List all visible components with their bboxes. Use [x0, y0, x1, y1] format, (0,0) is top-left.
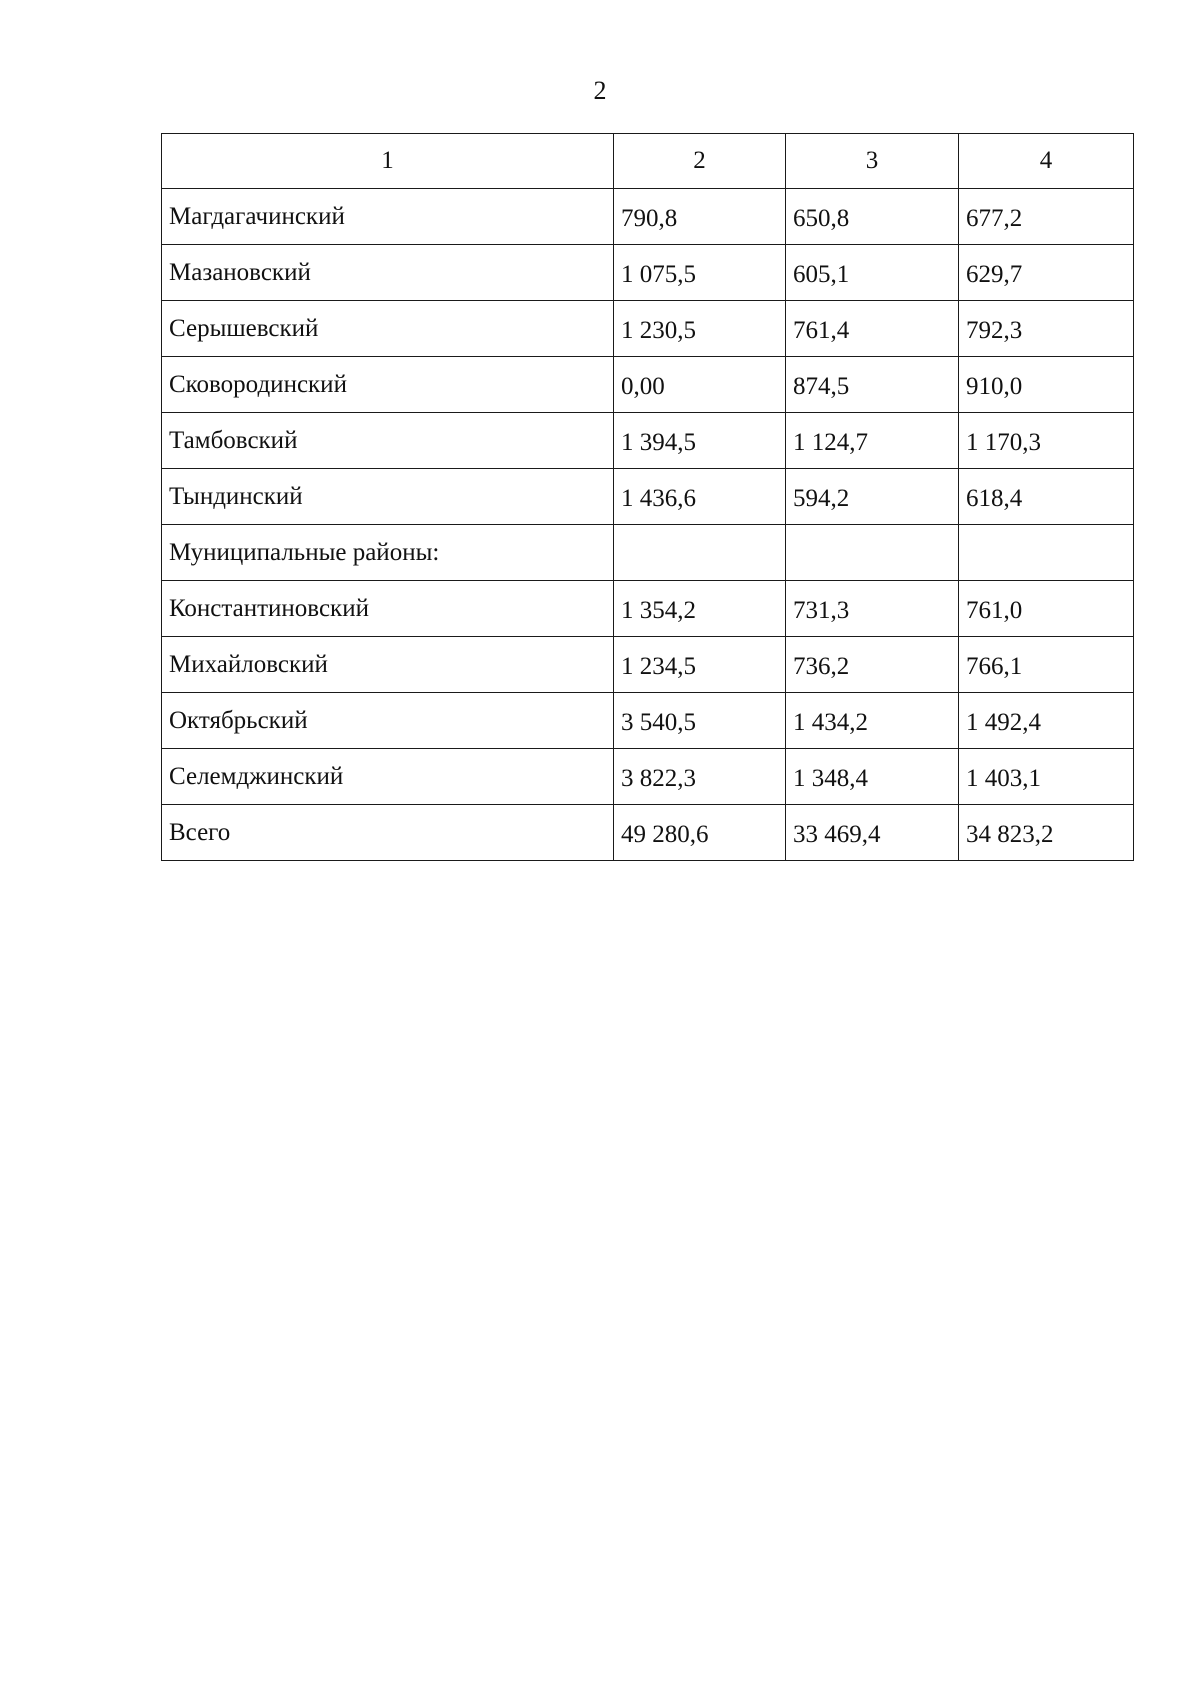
value-cell-col2: 0,00 [614, 357, 786, 413]
table-header-row [162, 134, 1134, 189]
data-table [161, 133, 1134, 861]
value-cell-col4: 1 492,4 [959, 693, 1134, 749]
district-name-cell: Селемджинский [162, 749, 614, 805]
value-cell-col4: 766,1 [959, 637, 1134, 693]
table-row [162, 189, 1134, 245]
table-row [162, 637, 1134, 693]
table-row [162, 693, 1134, 749]
total-value-col3: 33 469,4 [786, 805, 959, 861]
value-cell-col3: 1 124,7 [786, 413, 959, 469]
district-name-cell: Сковородинский [162, 357, 614, 413]
value-cell-col2: 1 234,5 [614, 637, 786, 693]
value-cell-col2: 1 354,2 [614, 581, 786, 637]
column-header: 2 [614, 134, 786, 189]
value-cell-col3: 1 434,2 [786, 693, 959, 749]
value-cell-col2: 3 822,3 [614, 749, 786, 805]
value-cell-col3: 650,8 [786, 189, 959, 245]
value-cell-col4: 761,0 [959, 581, 1134, 637]
district-name-cell: Михайловский [162, 637, 614, 693]
column-header: 4 [959, 134, 1134, 189]
page-number: 2 [593, 76, 607, 105]
table-row [162, 749, 1134, 805]
total-value-col4: 34 823,2 [959, 805, 1134, 861]
value-cell-col4: 1 170,3 [959, 413, 1134, 469]
value-cell-col4 [959, 525, 1134, 581]
value-cell-col2: 1 075,5 [614, 245, 786, 301]
value-cell-col4: 629,7 [959, 245, 1134, 301]
district-name-cell: Октябрьский [162, 693, 614, 749]
total-label-cell: Всего [162, 805, 614, 861]
table-row [162, 469, 1134, 525]
value-cell-col3: 731,3 [786, 581, 959, 637]
table-section-row [162, 525, 1134, 581]
table-row [162, 413, 1134, 469]
value-cell-col2: 3 540,5 [614, 693, 786, 749]
table-row [162, 301, 1134, 357]
section-heading-cell: Муниципальные районы: [162, 525, 614, 581]
value-cell-col2: 790,8 [614, 189, 786, 245]
district-name-cell: Серышевский [162, 301, 614, 357]
value-cell-col3 [786, 525, 959, 581]
value-cell-col3: 761,4 [786, 301, 959, 357]
table-row [162, 581, 1134, 637]
district-name-cell: Тындинский [162, 469, 614, 525]
value-cell-col3: 594,2 [786, 469, 959, 525]
district-name-cell: Тамбовский [162, 413, 614, 469]
table-row [162, 357, 1134, 413]
value-cell-col3: 605,1 [786, 245, 959, 301]
value-cell-col2: 1 230,5 [614, 301, 786, 357]
district-name-cell: Константиновский [162, 581, 614, 637]
total-value-col2: 49 280,6 [614, 805, 786, 861]
column-header: 3 [786, 134, 959, 189]
value-cell-col2: 1 436,6 [614, 469, 786, 525]
value-cell-col3: 874,5 [786, 357, 959, 413]
value-cell-col2: 1 394,5 [614, 413, 786, 469]
value-cell-col3: 1 348,4 [786, 749, 959, 805]
value-cell-col4: 677,2 [959, 189, 1134, 245]
value-cell-col4: 792,3 [959, 301, 1134, 357]
table-total-row [162, 805, 1134, 861]
district-name-cell: Мазановский [162, 245, 614, 301]
value-cell-col4: 910,0 [959, 357, 1134, 413]
value-cell-col2 [614, 525, 786, 581]
table-row [162, 245, 1134, 301]
value-cell-col3: 736,2 [786, 637, 959, 693]
column-header: 1 [162, 134, 614, 189]
value-cell-col4: 1 403,1 [959, 749, 1134, 805]
value-cell-col4: 618,4 [959, 469, 1134, 525]
district-name-cell: Магдагачинский [162, 189, 614, 245]
